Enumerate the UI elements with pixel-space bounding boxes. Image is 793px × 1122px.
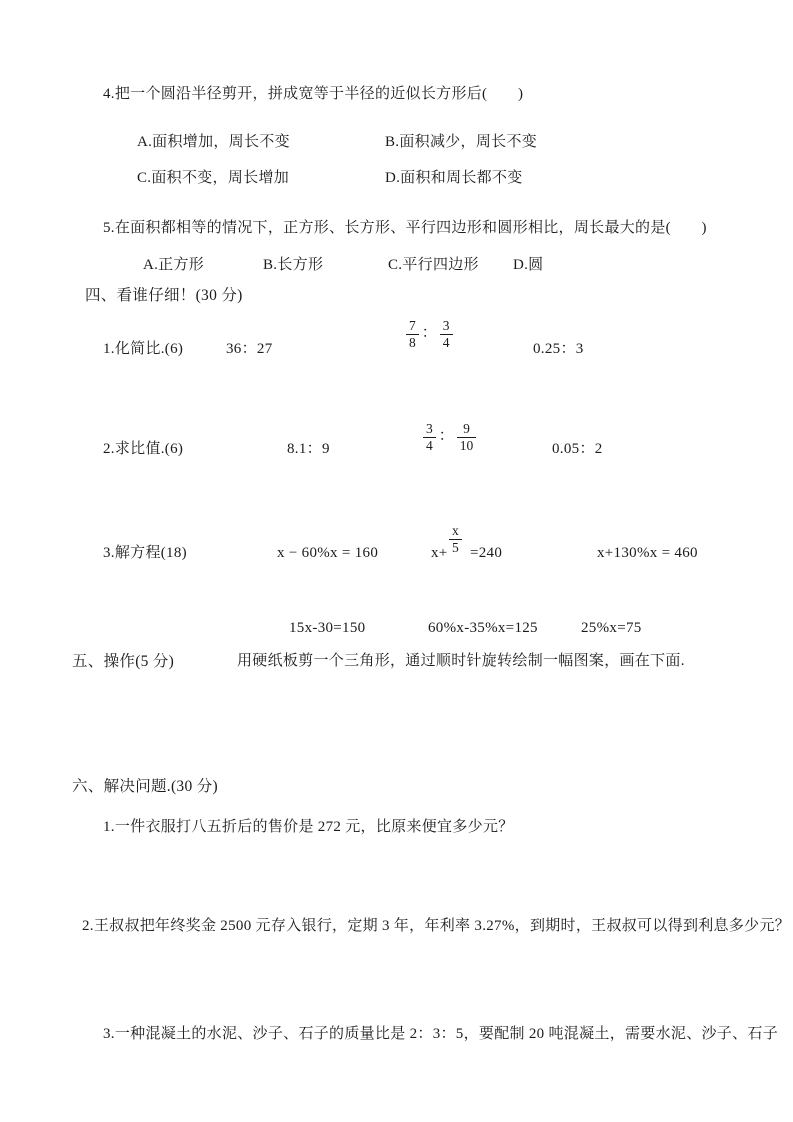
equation-5: 60%x-35%x=125 xyxy=(428,620,538,636)
simplify-ratio-label: 1.化简比.(6) xyxy=(103,341,184,357)
question-5-option-a: A.正方形 xyxy=(143,257,205,273)
question-4-option-c: C.面积不变，周长增加 xyxy=(137,170,290,186)
fraction-numerator: x xyxy=(452,523,459,538)
ratio-value-label: 2.求比值.(6) xyxy=(103,441,184,457)
fraction-numerator: 3 xyxy=(442,318,450,333)
question-5-option-c: C.平行四边形 xyxy=(388,257,479,273)
fraction-numerator: 3 xyxy=(426,421,433,436)
ratio-colon: ： xyxy=(438,427,454,444)
fraction-three-fourths xyxy=(440,318,453,350)
fraction-numerator: 7 xyxy=(409,318,416,333)
fraction-seven-eighths xyxy=(406,318,419,350)
simplify-ratio-item-1: 36：27 xyxy=(226,341,273,357)
equation-1: x − 60%x = 160 xyxy=(277,545,379,561)
question-5-option-d: D.圆 xyxy=(513,257,544,273)
question-4-option-b: B.面积减少，周长不变 xyxy=(385,134,538,150)
section-five-instruction: 用硬纸板剪一个三角形，通过顺时针旋转绘制一幅图案，画在下面. xyxy=(237,653,685,669)
section-five-title: 五、操作(5 分) xyxy=(72,653,175,670)
section-four-title: 四、看谁仔细！(30 分) xyxy=(85,287,243,304)
equation-2-suffix: =240 xyxy=(470,545,503,561)
equation-2-fraction xyxy=(449,523,462,555)
fraction-denominator: 8 xyxy=(406,334,419,351)
simplify-ratio-fraction-expression xyxy=(406,318,453,350)
fraction-denominator: 5 xyxy=(449,539,462,556)
question-4-option-a: A.面积增加，周长不变 xyxy=(137,134,290,150)
section-six-title: 六、解决问题.(30 分) xyxy=(72,778,218,795)
fraction-denominator: 10 xyxy=(457,437,477,454)
question-4-option-d: D.面积和周长都不变 xyxy=(385,170,523,186)
question-5-stem: 5.在面积都相等的情况下，正方形、长方形、平行四边形和圆形相比，周长最大的是( ) xyxy=(103,220,707,236)
question-5-option-b: B.长方形 xyxy=(263,257,324,273)
equation-6: 25%x=75 xyxy=(581,620,642,636)
question-4-stem: 4.把一个圆沿半径剪开，拼成宽等于半径的近似长方形后( ) xyxy=(103,86,524,102)
fraction-denominator: 4 xyxy=(423,437,436,454)
equation-3: x+130%x = 460 xyxy=(597,545,698,561)
problem-1: 1.一件衣服打八五折后的售价是 272 元，比原来便宜多少元？ xyxy=(103,819,514,835)
ratio-value-fraction-expression xyxy=(423,421,476,453)
problem-3: 3.一种混凝土的水泥、沙子、石子的质量比是 2：3：5，要配制 20 吨混凝土，需要水泥、沙子、石子 xyxy=(103,1026,779,1042)
simplify-ratio-item-3: 0.25：3 xyxy=(533,341,584,357)
equation-4: 15x-30=150 xyxy=(289,620,366,636)
solve-equations-label: 3.解方程(18) xyxy=(103,545,187,561)
fraction-three-fourths xyxy=(423,421,436,453)
ratio-value-item-3: 0.05：2 xyxy=(552,441,603,457)
fraction-numerator: 9 xyxy=(463,421,470,436)
ratio-colon: ： xyxy=(421,324,437,341)
ratio-value-item-1: 8.1：9 xyxy=(287,441,330,457)
fraction-nine-tenths xyxy=(457,421,477,453)
equation-2-prefix: x+ xyxy=(431,545,448,561)
problem-2: 2.王叔叔把年终奖金 2500 元存入银行，定期 3 年，年利率 3.27%，到期时，王叔叔可以得到利息多少元？ xyxy=(82,918,791,934)
fraction-x-over-five xyxy=(449,523,462,555)
fraction-denominator: 4 xyxy=(440,334,453,351)
